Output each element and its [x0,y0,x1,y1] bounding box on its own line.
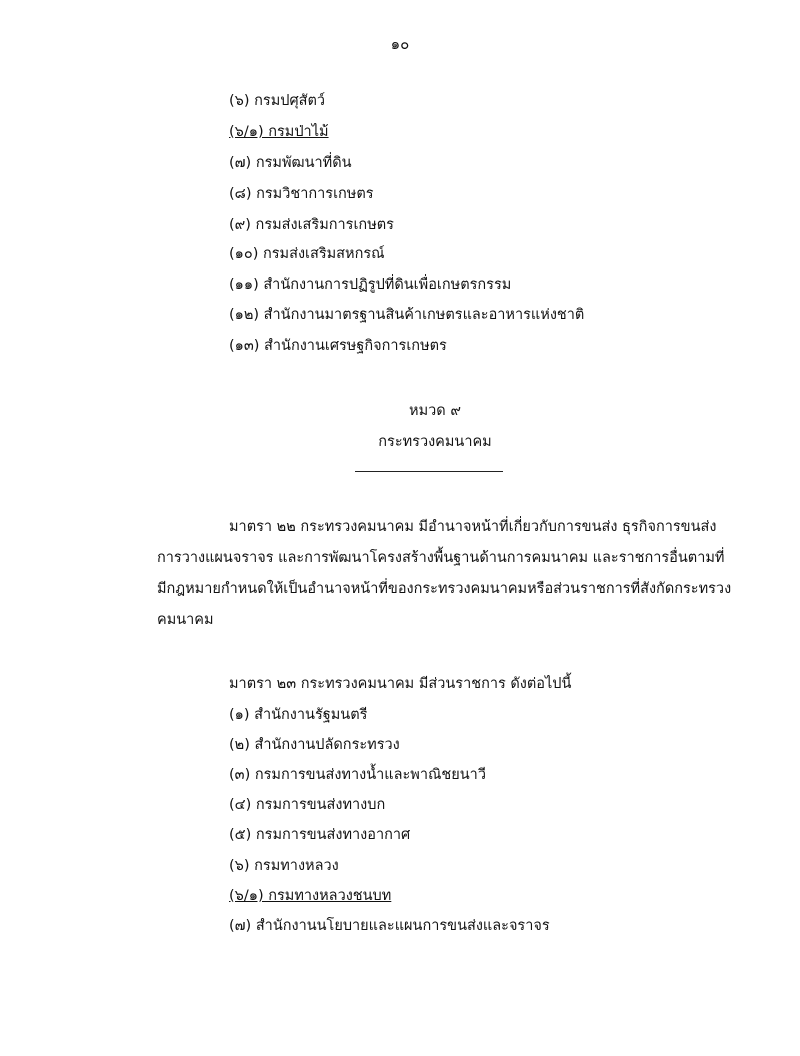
chapter-title: หมวด ๙ [409,403,461,419]
list-item: (๖) กรมปศุสัตว์ [229,93,326,109]
section-22-line: คมนาคม [157,612,214,628]
section-22-line: มีกฎหมายกำหนดให้เป็นอำนาจหน้าที่ของกระทรวงคมนาคมหรือส่วนราชการที่สังกัดกระทรวง [157,581,732,597]
page-number: ๑๐ [390,35,410,53]
section-22-line: มาตรา ๒๒ กระทรวงคมนาคม มีอำนาจหน้าที่เกี่ยวกับการขนส่ง ธุรกิจการขนส่ง [229,519,717,535]
list-item: (๙) กรมส่งเสริมการเกษตร [229,217,394,233]
list-item: (๑๑) สำนักงานการปฏิรูปที่ดินเพื่อเกษตรกรรม [229,277,512,293]
list-item: (๓) กรมการขนส่งทางน้ำและพาณิชยนาวี [229,767,486,783]
list-item: (๑๒) สำนักงานมาตรฐานสินค้าเกษตรและอาหารแห่งชาติ [229,307,585,323]
list-item-amendment: (๖/๑) กรมทางหลวงชนบท [229,888,392,904]
list-item: (๑๓) สำนักงานเศรษฐกิจการเกษตร [229,338,447,354]
section-22-line: การวางแผนจราจร และการพัฒนาโครงสร้างพื้นฐานด้านการคมนาคม และราชการอื่นตามที่ [157,550,725,566]
list-item: (๘) กรมวิชาการเกษตร [229,186,374,202]
section-23-intro: มาตรา ๒๓ กระทรวงคมนาคม มีส่วนราชการ ดังต่อไปนี้ [229,676,572,692]
list-item: (๔) กรมการขนส่งทางบก [229,797,386,813]
ministry-heading: กระทรวงคมนาคม [378,434,492,450]
list-item: (๖) กรมทางหลวง [229,858,339,874]
list-item: (๕) กรมการขนส่งทางอากาศ [229,827,411,843]
list-item: (๑) สำนักงานรัฐมนตรี [229,707,368,723]
list-item: (๗) กรมพัฒนาที่ดิน [229,155,352,171]
list-item: (๗) สำนักงานนโยบายและแผนการขนส่งและจราจร [229,918,550,934]
list-item: (๒) สำนักงานปลัดกระทรวง [229,737,400,753]
list-item-amendment: (๖/๑) กรมป่าไม้ [229,124,329,140]
list-item: (๑๐) กรมส่งเสริมสหกรณ์ [229,246,385,262]
heading-divider [355,471,503,472]
